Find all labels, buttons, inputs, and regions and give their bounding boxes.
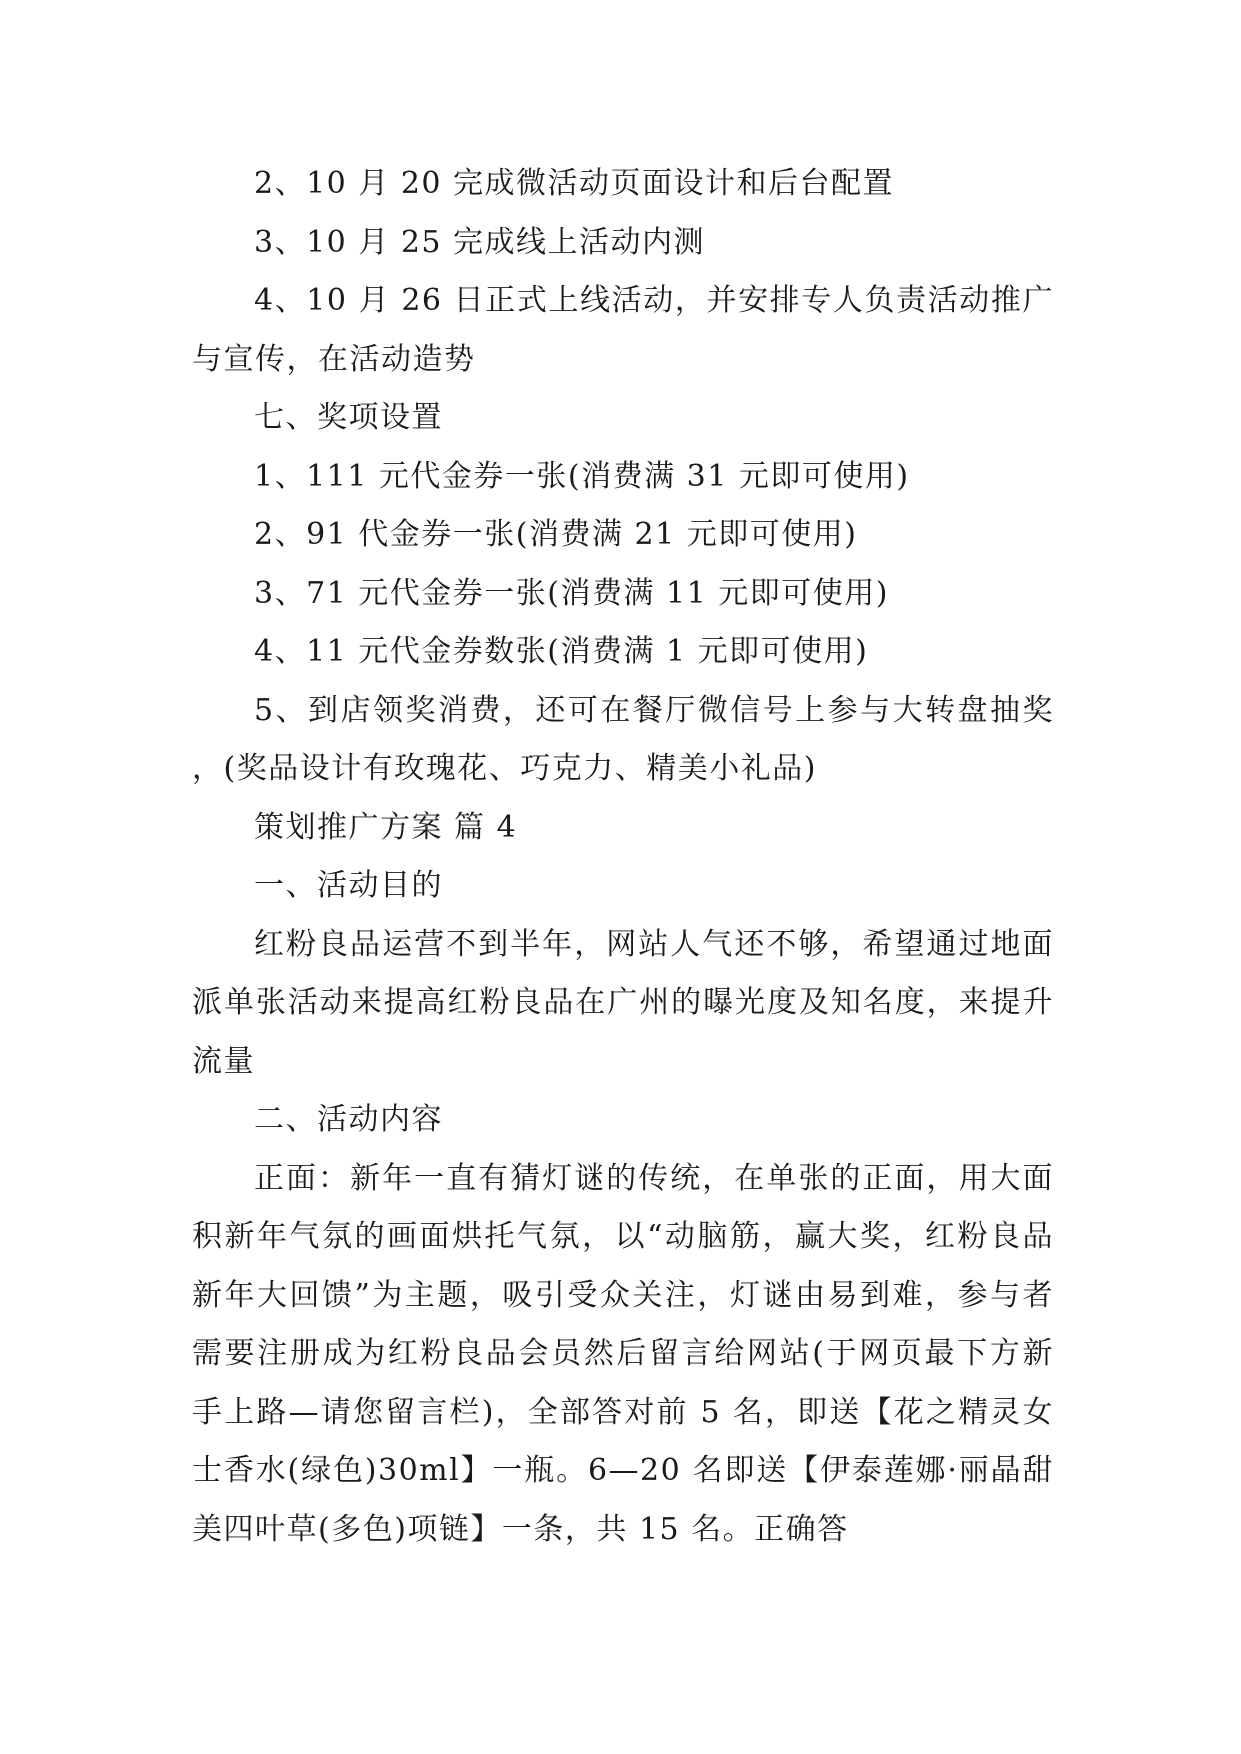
- paragraph-prize-2: 2、91 代金券一张(消费满 21 元即可使用): [254, 517, 858, 552]
- paragraph-schedule-2: 2、10 月 20 完成微活动页面设计和后台配置: [254, 166, 895, 201]
- document-body: [192, 155, 1054, 1559]
- section-heading-purpose: 一、活动目的: [254, 868, 443, 903]
- paragraph-prize-5: 5、到店领奖消费，还可在餐厅微信号上参与大转盘抽奖，(奖品设计有玫瑰花、巧克力、精美小礼品): [192, 692, 1054, 786]
- paragraph-prize-4: 4、11 元代金券数张(消费满 1 元即可使用): [254, 634, 869, 669]
- paragraph-prize-3: 3、71 元代金券一张(消费满 11 元即可使用): [254, 575, 889, 611]
- section-title-plan-4: 策划推广方案 篇 4: [254, 809, 518, 845]
- paragraph-content-front: 正面：新年一直有猜灯谜的传统，在单张的正面，用大面积新年气氛的画面烘托气氛，以“动脑筋，赢大奖，红粉良品新年大回馈”为主题，吸引受众关注，灯谜由易到难，参与者需要注册成为红粉良品会员然后留言给网站(于网页最下方新手上路—请您留言栏)，全部答对前 5 名，即送【花之精灵女士香水(绿色)30ml】一瓶。6—20 名即送【伊泰莲娜·丽晶甜美四叶草(多色)项链】一条，共 15 名。正确答: [192, 1160, 1054, 1547]
- paragraph-prize-1: 1、111 元代金券一张(消费满 31 元即可使用): [254, 458, 910, 494]
- section-heading-prizes: 七、奖项设置: [254, 400, 443, 435]
- paragraph-purpose: 红粉良品运营不到半年，网站人气还不够，希望通过地面派单张活动来提高红粉良品在广州的曝光度及知名度，来提升流量: [192, 926, 1054, 1079]
- section-heading-content: 二、活动内容: [254, 1102, 443, 1137]
- paragraph-schedule-4: 4、10 月 26 日正式上线活动，并安排专人负责活动推广与宣传，在活动造势: [192, 283, 1054, 377]
- paragraph-schedule-3: 3、10 月 25 完成线上活动内测: [254, 224, 706, 260]
